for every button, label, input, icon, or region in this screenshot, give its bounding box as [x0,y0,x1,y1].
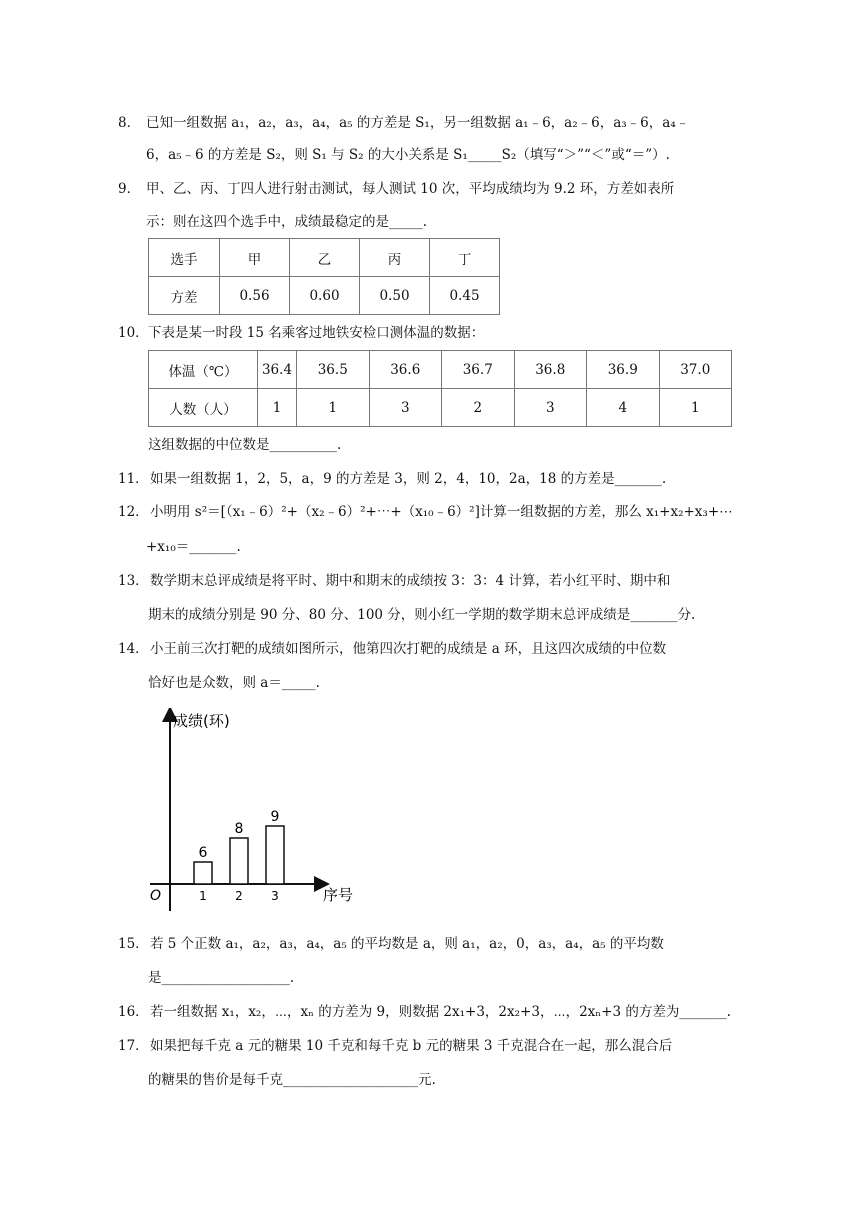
table-cell: 3 [369,389,442,427]
question-text: 是___________________. [148,970,295,986]
table-cell: 36.4 [258,351,297,389]
question-text: 若 5 个正数 a₁，a₂，a₃，a₄，a₅ 的平均数是 a，则 a₁，a₂，0，a₃，a₄，a₅ 的平均数 [150,936,664,952]
bars-group [194,809,284,903]
question-number: 12． [118,504,149,520]
question-text: 示：则在这四个选手中，成绩最稳定的是_____. [146,214,428,230]
table-cell: 4 [587,389,660,427]
bar-2 [230,838,248,884]
table-cell: 3 [514,389,587,427]
question-number: 14． [118,641,149,657]
table-cell: 36.7 [442,351,515,389]
table-cell: 1 [297,389,370,427]
bar-data-label: 9 [270,809,280,825]
table-cell: 36.9 [587,351,660,389]
table-row [149,389,732,427]
question-number: 15． [118,936,149,952]
x-axis-label: 序号 [323,886,354,904]
bar-3 [266,826,284,884]
variance-table [148,238,500,315]
table-cell: 丙 [360,239,430,277]
question-text: 若一组数据 x₁，x₂，⋯，xₙ 的方差为 9，则数据 2x₁+3，2x₂+3，⋯，2xₙ+3 的方差为_______. [150,1004,731,1020]
origin-label: O [150,888,162,904]
question-text: 已知一组数据 a₁，a₂，a₃，a₄，a₅ 的方差是 S₁，另一组数据 a₁﹣6，a₂﹣6，a₃﹣6，a₄﹣ [146,115,690,131]
question-text: 6，a₅﹣6 的方差是 S₂，则 S₁ 与 S₂ 的大小关系是 S₁_____S₂（填写“＞”“＜”或“＝”）. [146,147,670,163]
table-cell: 36.5 [297,351,370,389]
x-tick-label: 2 [235,889,243,903]
bar-data-label: 6 [198,845,208,861]
temperature-table [148,350,732,427]
table-cell: 体温（℃） [149,351,258,389]
table-cell: 选手 [149,239,220,277]
table-header-row [149,351,732,389]
question-text: 数学期末总评成绩是将平时、期中和期末的成绩按 3：3：4 计算，若小红平时、期中和 [150,573,671,589]
question-text: +x₁₀＝_______. [146,539,241,555]
question-text: 恰好也是众数，则 a＝_____. [148,675,320,691]
table-cell: 0.50 [360,277,430,315]
table-cell: 1 [659,389,732,427]
question-number: 16． [118,1004,149,1020]
y-axis-label: 成绩(环) [173,712,230,730]
table-row [149,277,500,315]
x-tick-label: 3 [271,889,279,903]
bar-data-label: 8 [234,821,244,837]
question-text: 的糖果的售价是每千克____________________元. [148,1072,436,1088]
x-tick-label: 1 [199,889,207,903]
table-cell: 0.60 [290,277,360,315]
table-cell: 36.8 [514,351,587,389]
table-cell: 方差 [149,277,220,315]
table-cell: 0.56 [220,277,290,315]
question-text: 这组数据的中位数是__________. [148,437,342,453]
question-number: 13． [118,573,149,589]
table-cell: 2 [442,389,515,427]
table-cell: 0.45 [430,277,500,315]
table-cell: 丁 [430,239,500,277]
table-header-row [149,239,500,277]
table-cell: 36.6 [369,351,442,389]
table-cell: 甲 [220,239,290,277]
question-number: 8． [118,115,141,131]
question-text: 小王前三次打靶的成绩如图所示，他第四次打靶的成绩是 a 环，且这四次成绩的中位数 [150,641,667,657]
question-number: 10． [118,325,149,341]
question-text: 如果把每千克 a 元的糖果 10 千克和每千克 b 元的糖果 3 千克混合在一起，那么混合后 [150,1038,673,1054]
question-text: 如果一组数据 1，2，5，a，9 的方差是 3，则 2，4，10，2a，18 的方差是_______. [150,471,667,487]
table-cell: 37.0 [659,351,732,389]
question-text: 下表是某一时段 15 名乘客过地铁安检口测体温的数据： [148,325,485,341]
question-text: 甲、乙、丙、丁四人进行射击测试，每人测试 10 次，平均成绩均为 9.2 环，方差如表所 [146,181,675,197]
question-number: 11． [118,471,149,487]
question-text: 期末的成绩分别是 90 分、80 分、100 分，则小红一学期的数学期末总评成绩是_______分. [148,607,696,623]
bar-1 [194,862,212,884]
score-bar-chart [140,708,380,918]
table-cell: 乙 [290,239,360,277]
table-cell: 人数（人） [149,389,258,427]
question-text: 小明用 s²＝[（x₁﹣6）²+（x₂﹣6）²+⋯+（x₁₀﹣6）²]计算一组数据的方差，那么 x₁+x₂+x₃+⋯ [150,504,733,520]
question-number: 17． [118,1038,149,1054]
question-number: 9． [118,181,141,197]
table-cell: 1 [258,389,297,427]
